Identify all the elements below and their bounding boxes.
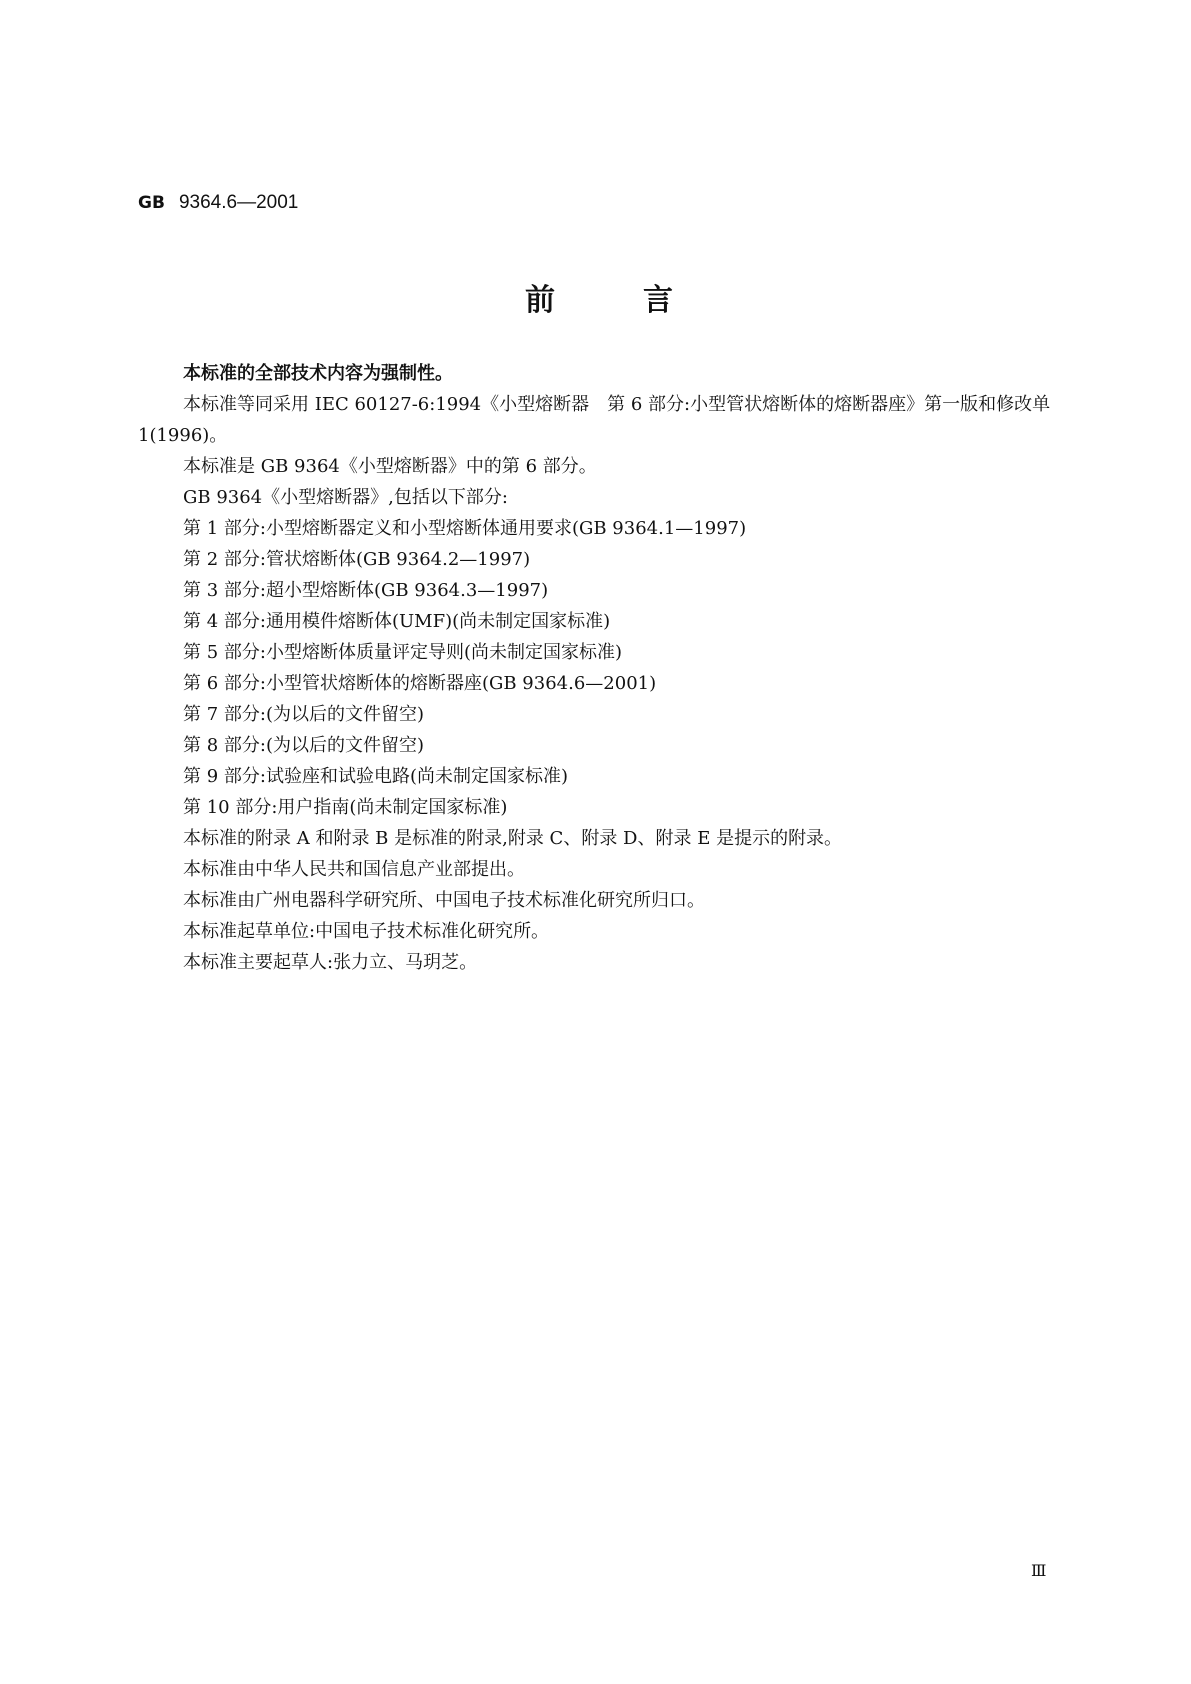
- document-header: [138, 190, 298, 215]
- part-item: 第 10 部分:用户指南(尚未制定国家标准): [183, 797, 508, 818]
- part-item: 第 3 部分:超小型熔断体(GB 9364.3—1997): [183, 580, 549, 601]
- proposer-statement: 本标准由中华人民共和国信息产业部提出。: [183, 859, 525, 880]
- part-statement: 本标准是 GB 9364《小型熔断器》中的第 6 部分。: [183, 456, 597, 477]
- part-item: 第 5 部分:小型熔断体质量评定导则(尚未制定国家标准): [183, 642, 623, 663]
- drafting-unit-statement: 本标准起草单位:中国电子技术标准化研究所。: [183, 921, 550, 942]
- foreword-body: [138, 358, 1068, 978]
- part-item: 第 9 部分:试验座和试验电路(尚未制定国家标准): [183, 766, 569, 787]
- standard-code: 9364.6—2001: [178, 192, 299, 213]
- part-item: 第 2 部分:管状熔断体(GB 9364.2—1997): [183, 549, 531, 570]
- title-char-1: 前: [525, 283, 555, 318]
- part-item: 第 1 部分:小型熔断器定义和小型熔断体通用要求(GB 9364.1—1997): [183, 518, 747, 539]
- title-char-2: 言: [643, 283, 673, 318]
- drafters-statement: 本标准主要起草人:张力立、马玥芝。: [183, 952, 478, 973]
- part-item: 第 4 部分:通用模件熔断体(UMF)(尚未制定国家标准): [183, 611, 611, 632]
- standard-prefix: GB: [138, 193, 165, 213]
- mandatory-statement: 本标准的全部技术内容为强制性。: [183, 363, 453, 384]
- page-title: [525, 283, 673, 319]
- parts-intro: GB 9364《小型熔断器》,包括以下部分:: [183, 487, 508, 508]
- part-item: 第 6 部分:小型管状熔断体的熔断器座(GB 9364.6—2001): [183, 673, 657, 694]
- part-item: 第 8 部分:(为以后的文件留空): [183, 735, 425, 756]
- adoption-statement: 本标准等同采用 IEC 60127-6:1994《小型熔断器 第 6 部分:小型管状熔断体的熔断器座》第一版和修改单 1(1996)。: [138, 394, 1051, 446]
- part-item: 第 7 部分:(为以后的文件留空): [183, 704, 425, 725]
- responsible-statement: 本标准由广州电器科学研究所、中国电子技术标准化研究所归口。: [183, 890, 705, 911]
- appendix-statement: 本标准的附录 A 和附录 B 是标准的附录,附录 C、附录 D、附录 E 是提示的附录。: [183, 828, 843, 849]
- page-number: Ⅲ: [1031, 1561, 1047, 1580]
